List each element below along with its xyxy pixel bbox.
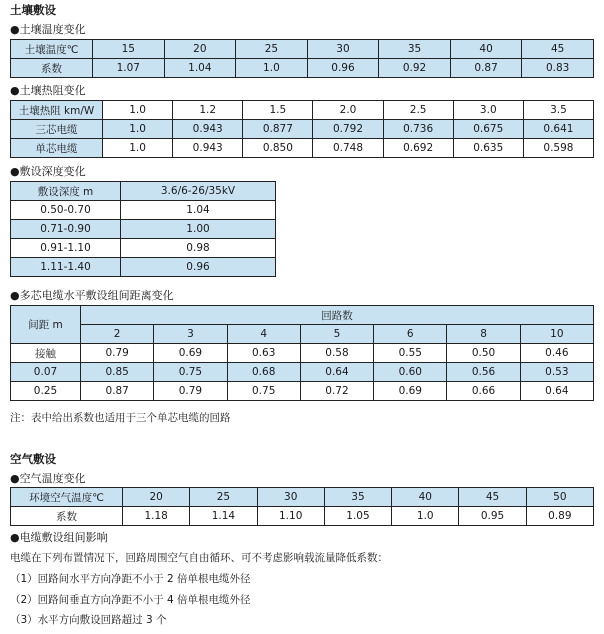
- table-cell: 3.5: [523, 101, 593, 120]
- table-cell: 0.69: [154, 344, 227, 363]
- table-cell: 15: [93, 40, 165, 59]
- table-row: [11, 101, 594, 120]
- table-cell: 0.95: [459, 507, 526, 526]
- table-cell: 40: [450, 40, 522, 59]
- table-cell: 0.641: [523, 120, 593, 139]
- table-cell: 1.10: [257, 507, 324, 526]
- table-cell: 0.79: [154, 382, 227, 401]
- table-row: [11, 306, 594, 325]
- table-cell: 0.71-0.90: [11, 220, 121, 239]
- table-cell: 45: [522, 40, 594, 59]
- table-row: [11, 344, 594, 363]
- table-cell: 0.46: [520, 344, 593, 363]
- table-cell: 0.87: [81, 382, 154, 401]
- column-header: 3.6/6-26/35kV: [121, 182, 276, 201]
- row-label: 0.07: [11, 363, 81, 382]
- table-cell: 0.675: [453, 120, 523, 139]
- table-cell: 30: [307, 40, 379, 59]
- row-label: 三芯电缆: [11, 120, 103, 139]
- table-row: [11, 182, 276, 201]
- column-header: 敷设深度 m: [11, 182, 121, 201]
- spacing-table: [10, 305, 594, 401]
- grouping-heading: ●电缆敷设组间影响: [10, 531, 108, 544]
- table-row: [11, 59, 594, 78]
- table-cell: 1.04: [121, 201, 276, 220]
- table-cell: 2.0: [313, 101, 383, 120]
- table-cell: 0.92: [379, 59, 451, 78]
- table-row: [11, 325, 594, 344]
- row-label: 系数: [11, 59, 93, 78]
- table-cell: 4: [227, 325, 300, 344]
- table-cell: 1.0: [103, 139, 173, 158]
- table-cell: 30: [257, 488, 324, 507]
- grouping-item: （1）回路间水平方向净距不小于 2 倍单根电缆外径: [10, 573, 251, 585]
- table-cell: 20: [123, 488, 190, 507]
- table-cell: 0.87: [450, 59, 522, 78]
- grouping-intro: 电缆在下列布置情况下，回路周围空气自由循环、可不考虑影响载流量降低系数：: [10, 552, 388, 564]
- table-cell: 25: [236, 40, 308, 59]
- air-section-title: 空气敷设: [10, 452, 56, 466]
- table-cell: 5: [300, 325, 373, 344]
- table-cell: 0.55: [374, 344, 447, 363]
- row-label: 0.25: [11, 382, 81, 401]
- table-row: [11, 507, 594, 526]
- table-cell: 35: [379, 40, 451, 59]
- table-cell: 0.850: [243, 139, 313, 158]
- table-cell: 0.91-1.10: [11, 239, 121, 258]
- table-cell: 1.05: [324, 507, 391, 526]
- table-cell: 0.64: [520, 382, 593, 401]
- table-cell: 35: [324, 488, 391, 507]
- table-cell: 1.0: [236, 59, 308, 78]
- table-cell: 6: [374, 325, 447, 344]
- table-cell: 1.11-1.40: [11, 258, 121, 277]
- table-cell: 0.736: [383, 120, 453, 139]
- table-cell: 1.18: [123, 507, 190, 526]
- table-cell: 0.53: [520, 363, 593, 382]
- table-cell: 0.56: [447, 363, 520, 382]
- table-cell: 0.943: [173, 120, 243, 139]
- grouping-item: （2）回路间垂直方向净距不小于 4 倍单根电缆外径: [10, 594, 251, 606]
- table-row: [11, 363, 594, 382]
- table-cell: 0.635: [453, 139, 523, 158]
- table-cell: 0.72: [300, 382, 373, 401]
- table-cell: 0.943: [173, 139, 243, 158]
- table-row: [11, 220, 276, 239]
- table-cell: 0.89: [526, 507, 593, 526]
- column-header: 回路数: [81, 306, 594, 325]
- table-cell: 0.748: [313, 139, 383, 158]
- table-row: [11, 40, 594, 59]
- table-cell: 0.68: [227, 363, 300, 382]
- row-label: 系数: [11, 507, 123, 526]
- table-row: [11, 201, 276, 220]
- table-cell: 0.792: [313, 120, 383, 139]
- table-row: [11, 239, 276, 258]
- table-row: [11, 139, 594, 158]
- table-cell: 0.98: [121, 239, 276, 258]
- table-cell: 1.07: [93, 59, 165, 78]
- column-header: 间距 m: [11, 306, 81, 344]
- table-cell: 20: [164, 40, 236, 59]
- table-cell: 0.83: [522, 59, 594, 78]
- table-cell: 50: [526, 488, 593, 507]
- table-cell: 0.64: [300, 363, 373, 382]
- table-row: [11, 382, 594, 401]
- table-cell: 0.877: [243, 120, 313, 139]
- table-cell: 0.69: [374, 382, 447, 401]
- depth-table: [10, 181, 276, 277]
- soil-resistivity-heading: ●土壤热阻变化: [10, 84, 86, 97]
- table-cell: 1.0: [103, 120, 173, 139]
- table-cell: 1.0: [103, 101, 173, 120]
- table-cell: 0.598: [523, 139, 593, 158]
- row-label: 单芯电缆: [11, 139, 103, 158]
- soil-temp-heading: ●土壤温度变化: [10, 23, 86, 36]
- grouping-item: （3）水平方向敷设回路超过 3 个: [10, 614, 167, 626]
- table-cell: 0.58: [300, 344, 373, 363]
- table-cell: 1.04: [164, 59, 236, 78]
- table-row: [11, 258, 276, 277]
- table-cell: 2.5: [383, 101, 453, 120]
- table-cell: 1.14: [190, 507, 257, 526]
- table-row: [11, 488, 594, 507]
- table-cell: 1.2: [173, 101, 243, 120]
- table-cell: 25: [190, 488, 257, 507]
- soil-resistivity-table: [10, 100, 594, 158]
- table-cell: 1.0: [392, 507, 459, 526]
- row-label: 土壤温度℃: [11, 40, 93, 59]
- table-cell: 0.79: [81, 344, 154, 363]
- table-cell: 1.00: [121, 220, 276, 239]
- table-cell: 0.66: [447, 382, 520, 401]
- table-cell: 10: [520, 325, 593, 344]
- soil-section-title: 土壤敷设: [10, 3, 56, 17]
- air-temp-heading: ●空气温度变化: [10, 472, 86, 485]
- table-cell: 0.96: [121, 258, 276, 277]
- table-cell: 3: [154, 325, 227, 344]
- table-cell: 0.50-0.70: [11, 201, 121, 220]
- table-cell: 0.75: [154, 363, 227, 382]
- soil-temp-table: [10, 39, 594, 78]
- table-cell: 0.96: [307, 59, 379, 78]
- table-cell: 3.0: [453, 101, 523, 120]
- table-cell: 45: [459, 488, 526, 507]
- table-cell: 0.692: [383, 139, 453, 158]
- table-row: [11, 120, 594, 139]
- table-cell: 0.60: [374, 363, 447, 382]
- table-cell: 40: [392, 488, 459, 507]
- table-cell: 0.85: [81, 363, 154, 382]
- depth-heading: ●敷设深度变化: [10, 165, 86, 178]
- row-label: 接触: [11, 344, 81, 363]
- row-label: 土壤热阻 km/W: [11, 101, 103, 120]
- table-cell: 2: [81, 325, 154, 344]
- table-cell: 8: [447, 325, 520, 344]
- table-cell: 0.75: [227, 382, 300, 401]
- air-temp-table: [10, 487, 594, 526]
- row-label: 环境空气温度℃: [11, 488, 123, 507]
- table-cell: 0.63: [227, 344, 300, 363]
- table-cell: 0.50: [447, 344, 520, 363]
- spacing-heading: ●多芯电缆水平敷设组间距离变化: [10, 289, 174, 302]
- table-cell: 1.5: [243, 101, 313, 120]
- spacing-note: 注：表中给出系数也适用于三个单芯电缆的回路: [10, 412, 231, 424]
